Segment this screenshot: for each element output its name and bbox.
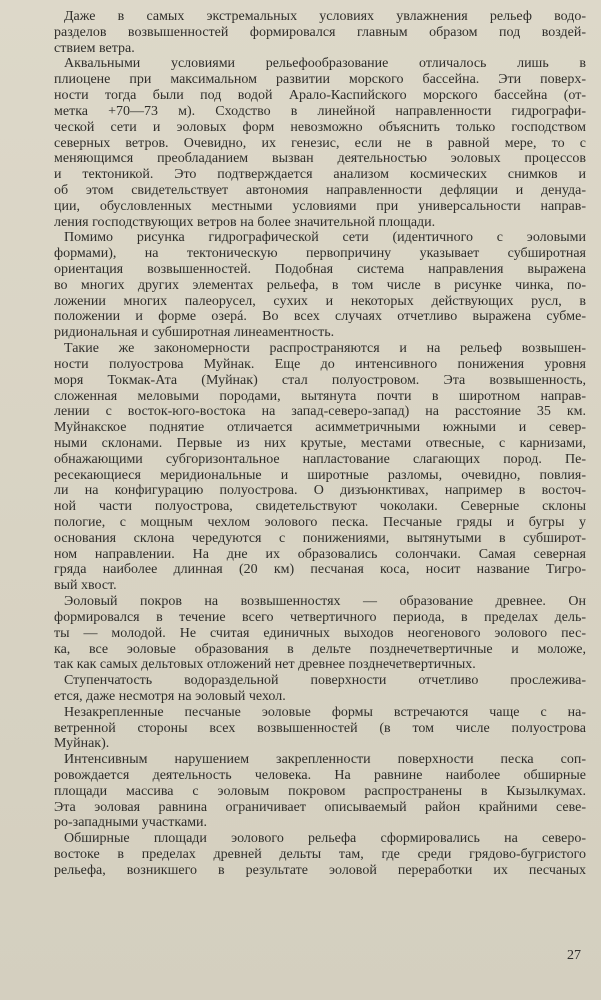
text-line: гряда наиболее длинная (20 км) песчаная коса, носит название Тигро- (54, 562, 586, 578)
text-line: ческой сети и эоловых форм невозможно объяснить только господством (54, 119, 586, 135)
text-line: ли на конфигурацию полуострова. О дизъюнктивах, например в восточ- (54, 483, 586, 499)
text-line: ты — молодой. Не считая единичных выходов неогенового эолового пес- (54, 625, 586, 641)
text-line: Аквальными условиями рельефообразование отличалось лишь в (64, 56, 586, 72)
text-line: Эта эоловая равнина ограничивает описываемый район крайними севе- (54, 799, 586, 815)
text-line: Такие же закономерности распространяются и на рельеф возвышен- (64, 341, 586, 357)
text-line: формировался в течение всего четвертичного периода, в пределах дель- (54, 609, 586, 625)
text-line: Муйнак). (54, 736, 110, 752)
text-line: ветренной стороны всех возвышенностей (в том числе полуострова (54, 720, 586, 736)
text-line: ро-западными участками. (54, 815, 208, 831)
text-line: пологие, с мощным чехлом эолового песка. Песчаные гряды и бугры у (54, 515, 586, 530)
text-line: ности полуострова Муйнак. Еще до интенсивного понижения уровня (54, 356, 586, 372)
text-line: Даже в самых экстремальных условиях увлажнения рельеф водо- (64, 9, 586, 24)
text-line: Обширные площади эолового рельефа сформировались на северо- (64, 831, 586, 847)
text-line: основания склона чередуются с понижениями, вытянутыми в субширот- (54, 530, 586, 546)
text-line: северных ветров. Очевидно, их генезис, если не в равной мере, то с (54, 135, 586, 151)
text-line: сложенная меловыми породами, вытянута почти в широтном направ- (54, 388, 586, 404)
page-number: 27 (567, 948, 581, 963)
text-line: Эоловый покров на возвышенностях — образование древнее. Он (64, 594, 586, 610)
text-line: об этом свидетельствует автономия направленности дефляции и денуда- (54, 182, 586, 198)
text-line: формами), на тектоническую первопричину указывает субширотная (54, 246, 586, 262)
text-line: ридиональная и субширотная линеаментность. (54, 325, 335, 341)
text-line: плиоцене при максимальном развитии морского бассейна. Эти поверх- (54, 72, 586, 88)
text-line: так как самых дельтовых отложений нет древнее позднечетвертичных. (54, 657, 476, 673)
text-line: метка +70—73 м). Сходство в линейной направленности гидрографи- (54, 103, 586, 119)
text-line: ном направлении. На дне их образовались солончаки. Самая северная (54, 546, 586, 562)
text-line: Интенсивным нарушением закрепленности поверхности песка соп- (64, 752, 586, 768)
text-line: Ступенчатость водораздельной поверхности отчетливо прослежива- (64, 673, 586, 689)
text-line: обнажающими субгоризонтальное напластование слагающих пород. Пе- (54, 451, 586, 467)
text-line: площади массива с эоловым покровом распространены в Кызылкумах. (54, 783, 586, 799)
text-line: ции, обусловленных местными условиями при универсальности направ- (54, 198, 586, 214)
text-line: Незакрепленные песчаные эоловые формы встречаются чаще с на- (64, 704, 586, 720)
text-line: востоке в пределах древней дельты там, где среди грядово-бугристого (54, 847, 586, 863)
text-line: ориентация возвышенностей. Подобная система направления выражена (54, 262, 586, 277)
text-line: вый хвост. (54, 578, 117, 594)
text-line: во многих других элементах рельефа, в том числе в рисунке чинка, по- (54, 277, 586, 293)
text-line: Помимо рисунка гидрографической сети (идентичного с эоловыми (64, 230, 586, 246)
text-line: ется, даже несмотря на эоловый чехол. (54, 688, 286, 704)
text-line: рельефа, возникшего в результате эоловой переработки их песчаных (54, 862, 586, 878)
page-text (54, 9, 586, 879)
text-line: ности тогда были под водой Арало-Каспийского морского бассейна (от- (54, 88, 586, 104)
text-line: Муйнакское поднятие отличается асимметричными южными и север- (54, 420, 586, 436)
text-line: ными склонами. Первые из них крутые, местами отвесные, с карнизами, (54, 435, 586, 451)
text-line: ровождается деятельность человека. На равнине наиболее обширные (54, 768, 586, 783)
text-line: ствием ветра. (54, 40, 135, 56)
text-line: и тектоникой. Это подтверждается анализом космических снимков и (54, 167, 586, 183)
text-line: меняющимся преобладанием вызван деятельностью эоловых процессов (54, 151, 586, 167)
text-line: ка, все эоловые образования в дельте позднечетвертичные и моложе, (54, 641, 586, 657)
text-line: ления господствующих ветров на более значительной площади. (54, 214, 436, 230)
text-line: моря Токмак-Ата (Муйнак) стал полуостровом. Эта возвышенность, (54, 372, 586, 388)
text-line: ресекающиеся меридиональные и широтные разломы, очевидно, повлия- (54, 467, 586, 483)
text-line: положении и форме озерá. Во всех случаях отчетливо выражена субме- (54, 309, 586, 325)
text-line: ной части полуострова, свидетельствуют чоколаки. Северные склоны (54, 499, 586, 515)
text-line: лении с восток-юго-востока на запад-северо-запад) на расстояние 35 км. (54, 404, 586, 420)
text-line: ложении многих палеорусел, сухих и некоторых действующих русл, в (54, 293, 586, 309)
text-line: разделов возвышенностей формировался главным образом под воздей- (54, 24, 586, 40)
